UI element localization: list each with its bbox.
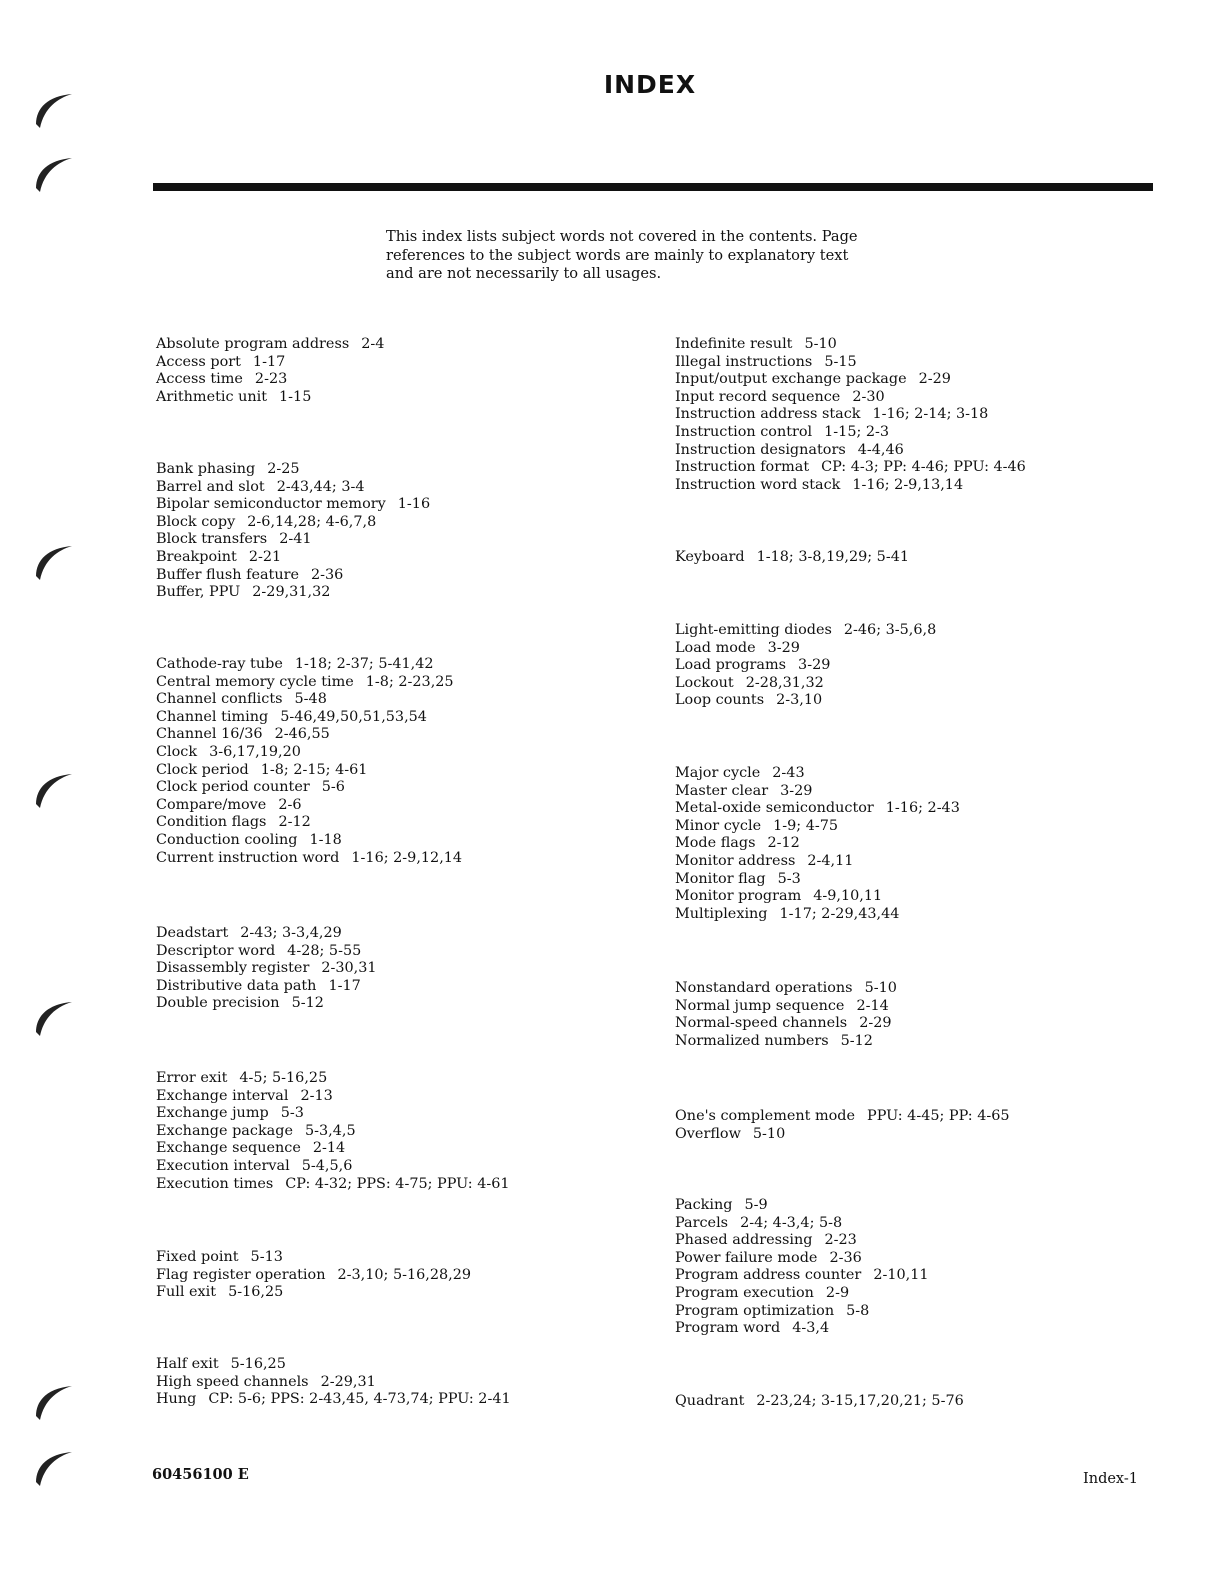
index-page-ref: 1-15 xyxy=(279,388,312,405)
index-entry xyxy=(675,459,1026,477)
index-entry xyxy=(675,371,1026,389)
index-page-ref: 1-18 xyxy=(309,831,342,848)
binder-hole-mark xyxy=(28,996,78,1040)
index-page-ref: 5-13 xyxy=(250,1249,283,1265)
index-entry xyxy=(675,406,1026,424)
index-page-ref: 5-6 xyxy=(321,779,345,796)
index-page-ref: 2-10,11 xyxy=(873,1267,929,1284)
index-entry xyxy=(675,871,960,889)
index-term: High speed channels xyxy=(156,1373,309,1390)
index-page-ref: 1-16 xyxy=(397,496,431,513)
index-entry xyxy=(675,657,936,675)
index-page-ref: 2-29 xyxy=(918,371,951,388)
index-entry xyxy=(156,567,430,585)
index-page-ref: 1-16; 2-43 xyxy=(885,800,960,817)
index-term: Instruction word stack xyxy=(675,476,841,493)
index-term: Block transfers xyxy=(156,531,268,548)
index-term: Mode flags xyxy=(675,835,756,852)
index-entry xyxy=(156,354,384,372)
index-term: Full exit xyxy=(156,1284,217,1301)
binder-hole-mark xyxy=(28,1380,78,1424)
index-entry xyxy=(675,906,960,924)
index-page-ref: 1-16; 2-9,12,14 xyxy=(351,849,463,866)
index-entry xyxy=(675,1215,929,1233)
intro-line: and are not necessarily to all usages. xyxy=(386,265,662,282)
index-term: Bipolar semiconductor memory xyxy=(156,496,386,513)
index-term: Buffer flush feature xyxy=(156,566,299,583)
index-entry xyxy=(675,1303,929,1321)
index-term: Deadstart xyxy=(156,925,229,941)
index-term: Access time xyxy=(156,371,243,388)
index-term: Input record sequence xyxy=(675,388,841,405)
index-term: Nonstandard operations xyxy=(675,980,853,996)
index-letter-group xyxy=(675,622,936,710)
index-entry xyxy=(675,477,1026,495)
index-page-ref: 1-16; 2-14; 3-18 xyxy=(872,406,989,423)
index-letter-group xyxy=(156,1070,510,1193)
index-page-ref: 3-29 xyxy=(780,782,813,799)
index-entry xyxy=(675,998,897,1016)
index-entry xyxy=(675,783,960,801)
index-entry xyxy=(156,1105,510,1123)
index-page-ref: 5-9 xyxy=(744,1197,768,1213)
index-entry xyxy=(156,960,377,978)
index-letter-group xyxy=(156,461,430,602)
page-number: Index-1 xyxy=(1083,1471,1138,1487)
index-term: Arithmetic unit xyxy=(156,388,268,405)
index-term: Condition flags xyxy=(156,814,267,831)
index-letter-group xyxy=(675,336,1026,494)
index-entry xyxy=(156,832,462,850)
binder-hole-mark xyxy=(28,540,78,584)
index-page-ref: 1-18; 2-37; 5-41,42 xyxy=(294,656,434,672)
index-page-ref: 2-29,31 xyxy=(320,1373,376,1390)
index-page-ref: 2-41 xyxy=(279,531,312,548)
index-term: Double precision xyxy=(156,995,280,1012)
index-letter-group xyxy=(675,1393,964,1411)
binder-hole-mark xyxy=(28,152,78,196)
index-entry xyxy=(156,850,462,868)
index-entry xyxy=(156,1070,510,1088)
index-page-ref: 5-3,4,5 xyxy=(304,1122,356,1139)
index-entry xyxy=(156,762,462,780)
index-entry xyxy=(156,531,430,549)
index-entry xyxy=(156,1123,510,1141)
index-page-ref: 2-3,10 xyxy=(776,692,823,709)
index-term: Keyboard xyxy=(675,549,745,565)
index-term: Multiplexing xyxy=(675,905,768,922)
index-entry xyxy=(675,1015,897,1033)
index-term: Major cycle xyxy=(675,765,761,781)
index-page-ref: 2-30 xyxy=(852,388,885,405)
index-page-ref: CP: 5-6; PPS: 2-43,45, 4-73,74; PPU: 2-41 xyxy=(208,1391,511,1408)
index-entry xyxy=(156,797,462,815)
index-letter-group xyxy=(675,765,960,923)
index-page-ref: 5-8 xyxy=(846,1302,870,1319)
index-page-ref: 3-29 xyxy=(767,639,800,656)
index-entry xyxy=(675,1267,929,1285)
index-page-ref: 1-18; 3-8,19,29; 5-41 xyxy=(756,549,910,565)
index-entry xyxy=(156,496,430,514)
index-term: Metal-oxide semiconductor xyxy=(675,800,874,817)
index-term: Program optimization xyxy=(675,1302,835,1319)
index-page-ref: CP: 4-3; PP: 4-46; PPU: 4-46 xyxy=(821,459,1026,476)
index-entry xyxy=(156,744,462,762)
index-page-ref: 2-6,14,28; 4-6,7,8 xyxy=(247,513,377,530)
index-page-ref: 3-29 xyxy=(798,657,831,674)
index-term: Normalized numbers xyxy=(675,1032,829,1049)
index-page-ref: 5-4,5,6 xyxy=(301,1157,353,1174)
header-rule xyxy=(153,183,1153,191)
index-page-ref: 2-43,44; 3-4 xyxy=(276,478,365,495)
index-entry xyxy=(675,1285,929,1303)
index-entry xyxy=(156,584,430,602)
index-entry xyxy=(156,1249,471,1267)
index-letter-group xyxy=(675,980,897,1050)
index-page-ref: 1-17; 2-29,43,44 xyxy=(779,905,900,922)
index-term: Quadrant xyxy=(675,1393,745,1409)
index-entry xyxy=(675,1320,929,1338)
index-term: Power failure mode xyxy=(675,1249,818,1266)
index-term: Buffer, PPU xyxy=(156,584,241,601)
index-entry xyxy=(675,980,897,998)
index-page-ref: 2-6 xyxy=(278,796,302,813)
index-page-ref: 2-13 xyxy=(300,1087,333,1104)
index-entry xyxy=(156,479,430,497)
index-page-ref: 5-3 xyxy=(777,870,801,887)
index-page-ref: 4-3,4 xyxy=(792,1320,830,1337)
index-entry xyxy=(156,1267,471,1285)
index-letter-group xyxy=(156,1356,511,1409)
index-page-ref: 4-5; 5-16,25 xyxy=(239,1070,328,1086)
index-letter-group xyxy=(156,1249,471,1302)
index-page-ref: 5-10 xyxy=(752,1125,786,1142)
index-page-ref: 2-30,31 xyxy=(321,960,377,977)
index-page-ref: 1-16; 2-9,13,14 xyxy=(852,476,964,493)
index-page-ref: 2-14 xyxy=(312,1140,346,1157)
index-term: Disassembly register xyxy=(156,960,310,977)
index-page-ref: 2-36 xyxy=(311,566,344,583)
index-entry xyxy=(156,691,462,709)
index-page-ref: 1-8; 2-23,25 xyxy=(365,673,454,690)
index-entry xyxy=(675,765,960,783)
index-term: Compare/move xyxy=(156,796,267,813)
index-term: Exchange package xyxy=(156,1122,293,1139)
index-page-ref: 2-12 xyxy=(767,835,800,852)
index-term: Load programs xyxy=(675,657,787,674)
index-entry xyxy=(156,461,430,479)
index-page-ref: 5-10 xyxy=(864,980,897,996)
index-term: Input/output exchange package xyxy=(675,371,907,388)
index-term: Exchange sequence xyxy=(156,1140,301,1157)
index-term: Exchange interval xyxy=(156,1087,289,1104)
index-page-ref: 2-23 xyxy=(254,371,288,388)
index-page-ref: 2-25 xyxy=(267,461,300,477)
index-term: Half exit xyxy=(156,1356,219,1372)
index-entry xyxy=(675,622,936,640)
index-entry xyxy=(156,978,377,996)
index-term: Block copy xyxy=(156,513,236,530)
index-page-ref: 2-29 xyxy=(859,1015,892,1032)
index-term: Exchange jump xyxy=(156,1105,269,1122)
index-entry xyxy=(156,656,462,674)
index-entry xyxy=(675,800,960,818)
index-page-ref: 1-15; 2-3 xyxy=(824,423,890,440)
index-entry xyxy=(675,1250,929,1268)
binder-hole-mark xyxy=(28,1446,78,1490)
index-entry xyxy=(675,692,936,710)
index-term: One's complement mode xyxy=(675,1108,856,1124)
index-page-ref: 5-12 xyxy=(840,1032,873,1049)
index-page-ref: 1-9; 4-75 xyxy=(773,817,839,834)
index-page-ref: 5-48 xyxy=(294,691,327,708)
index-entry xyxy=(156,1374,511,1392)
index-term: Monitor program xyxy=(675,888,802,905)
index-page-ref: 1-17 xyxy=(328,977,361,994)
index-page-ref: 2-9 xyxy=(825,1284,850,1301)
index-page-ref: CP: 4-32; PPS: 4-75; PPU: 4-61 xyxy=(285,1175,510,1192)
page-title: INDEX xyxy=(603,70,697,99)
index-term: Fixed point xyxy=(156,1249,239,1265)
index-term: Instruction designators xyxy=(675,441,846,458)
index-entry xyxy=(156,674,462,692)
index-term: Breakpoint xyxy=(156,548,237,565)
index-term: Access port xyxy=(156,353,241,370)
index-term: Minor cycle xyxy=(675,817,762,834)
index-page-ref: 4-9,10,11 xyxy=(813,888,883,905)
index-term: Absolute program address xyxy=(156,336,350,352)
index-term: Parcels xyxy=(675,1214,729,1231)
index-page-ref: 2-14 xyxy=(856,997,889,1014)
index-page-ref: 2-4 xyxy=(361,336,385,352)
index-entry xyxy=(675,424,1026,442)
index-term: Bank phasing xyxy=(156,461,256,477)
index-entry xyxy=(156,1140,510,1158)
index-term: Instruction address stack xyxy=(675,406,861,423)
index-page-ref: 3-6,17,19,20 xyxy=(209,743,301,760)
index-term: Program word xyxy=(675,1320,781,1337)
index-page-ref: 5-46,49,50,51,53,54 xyxy=(280,708,427,725)
index-entry xyxy=(156,995,377,1013)
index-entry xyxy=(675,1126,1010,1144)
index-entry xyxy=(156,514,430,532)
index-entry xyxy=(156,336,384,354)
index-page-ref: 2-3,10; 5-16,28,29 xyxy=(337,1266,472,1283)
binder-hole-mark xyxy=(28,768,78,812)
index-letter-group xyxy=(675,1197,929,1338)
index-page-ref: 2-36 xyxy=(829,1249,862,1266)
index-term: Normal-speed channels xyxy=(675,1015,848,1032)
index-page-ref: 2-4,11 xyxy=(807,852,854,869)
index-page-ref: 2-43 xyxy=(772,765,805,781)
index-entry xyxy=(675,1393,964,1411)
index-term: Lockout xyxy=(675,674,734,691)
index-page-ref: 2-46; 3-5,6,8 xyxy=(843,622,937,638)
index-entry xyxy=(156,1391,511,1409)
index-entry xyxy=(675,389,1026,407)
index-entry xyxy=(156,1158,510,1176)
index-term: Clock period xyxy=(156,761,249,778)
index-term: Conduction cooling xyxy=(156,831,298,848)
index-page-ref: 2-23 xyxy=(824,1232,857,1249)
index-term: Descriptor word xyxy=(156,942,276,959)
index-term: Program address counter xyxy=(675,1267,862,1284)
index-page-ref: 2-28,31,32 xyxy=(745,674,824,691)
index-page-ref: 5-15 xyxy=(824,353,857,370)
index-letter-group xyxy=(156,925,377,1013)
index-page-ref: 1-8; 2-15; 4-61 xyxy=(260,761,368,778)
index-term: Central memory cycle time xyxy=(156,673,354,690)
index-page-ref: 4-4,46 xyxy=(857,441,904,458)
index-entry xyxy=(156,814,462,832)
index-entry xyxy=(675,835,960,853)
index-entry xyxy=(156,1088,510,1106)
index-entry xyxy=(156,389,384,407)
index-entry xyxy=(675,549,909,567)
index-entry xyxy=(156,371,384,389)
index-term: Clock xyxy=(156,743,198,760)
index-entry xyxy=(156,1356,511,1374)
index-entry xyxy=(156,925,377,943)
index-term: Error exit xyxy=(156,1070,228,1086)
index-term: Channel 16/36 xyxy=(156,726,263,743)
index-entry xyxy=(156,943,377,961)
index-term: Load mode xyxy=(675,639,756,656)
index-term: Indefinite result xyxy=(675,336,793,352)
index-term: Cathode-ray tube xyxy=(156,656,283,672)
index-term: Channel timing xyxy=(156,708,269,725)
index-entry xyxy=(675,853,960,871)
index-term: Monitor flag xyxy=(675,870,766,887)
index-entry xyxy=(675,1108,1010,1126)
index-entry xyxy=(675,675,936,693)
index-page-ref: 5-16,25 xyxy=(228,1284,284,1301)
index-entry xyxy=(675,1197,929,1215)
index-letter-group xyxy=(675,549,909,567)
index-entry xyxy=(675,640,936,658)
index-term: Execution times xyxy=(156,1175,274,1192)
index-page-ref: 2-12 xyxy=(278,814,311,831)
index-page-ref: 2-4; 4-3,4; 5-8 xyxy=(740,1214,843,1231)
binder-hole-mark xyxy=(28,88,78,132)
index-term: Program execution xyxy=(675,1284,814,1301)
index-term: Monitor address xyxy=(675,852,796,869)
index-entry xyxy=(156,709,462,727)
index-entry xyxy=(156,549,430,567)
index-entry xyxy=(675,888,960,906)
index-term: Phased addressing xyxy=(675,1232,813,1249)
index-letter-group xyxy=(675,1108,1010,1143)
index-term: Hung xyxy=(156,1391,197,1408)
index-term: Barrel and slot xyxy=(156,478,265,495)
intro-paragraph xyxy=(386,228,946,284)
index-term: Distributive data path xyxy=(156,977,317,994)
index-page-ref: 4-28; 5-55 xyxy=(287,942,362,959)
intro-line: This index lists subject words not covered in the contents. Page xyxy=(386,228,858,245)
index-page-ref: PPU: 4-45; PP: 4-65 xyxy=(867,1108,1010,1124)
index-page-ref: 5-3 xyxy=(280,1105,304,1122)
index-term: Master clear xyxy=(675,782,769,799)
index-page-ref: 2-23,24; 3-15,17,20,21; 5-76 xyxy=(756,1393,964,1409)
index-term: Channel conflicts xyxy=(156,691,283,708)
index-term: Execution interval xyxy=(156,1157,290,1174)
index-term: Normal jump sequence xyxy=(675,997,845,1014)
index-entry xyxy=(156,726,462,744)
index-page-ref: 1-17 xyxy=(252,353,286,370)
index-term: Loop counts xyxy=(675,692,765,709)
index-term: Current instruction word xyxy=(156,849,340,866)
index-entry xyxy=(675,1232,929,1250)
index-term: Clock period counter xyxy=(156,779,310,796)
index-page-ref: 5-10 xyxy=(804,336,837,352)
index-page-ref: 2-29,31,32 xyxy=(252,584,331,601)
index-page-ref: 5-16,25 xyxy=(230,1356,286,1372)
index-entry xyxy=(675,818,960,836)
index-entry xyxy=(675,336,1026,354)
index-entry xyxy=(156,779,462,797)
index-term: Packing xyxy=(675,1197,733,1213)
intro-line: references to the subject words are mainly to explanatory text xyxy=(386,246,849,264)
index-page-ref: 2-46,55 xyxy=(274,726,330,743)
index-page-ref: 2-21 xyxy=(248,548,282,565)
document-number: 60456100 E xyxy=(152,1466,249,1483)
index-entry xyxy=(156,1176,510,1194)
index-term: Overflow xyxy=(675,1125,741,1142)
index-entry xyxy=(675,442,1026,460)
index-page-ref: 2-43; 3-3,4,29 xyxy=(240,925,342,941)
index-term: Instruction format xyxy=(675,459,810,476)
index-term: Light-emitting diodes xyxy=(675,622,832,638)
index-page-ref: 5-12 xyxy=(291,995,324,1012)
index-letter-group xyxy=(156,656,462,867)
index-term: Instruction control xyxy=(675,423,813,440)
index-term: Flag register operation xyxy=(156,1266,326,1283)
index-term: Illegal instructions xyxy=(675,353,813,370)
index-entry xyxy=(675,1033,897,1051)
index-entry xyxy=(675,354,1026,372)
index-entry xyxy=(156,1284,471,1302)
index-letter-group xyxy=(156,336,384,406)
